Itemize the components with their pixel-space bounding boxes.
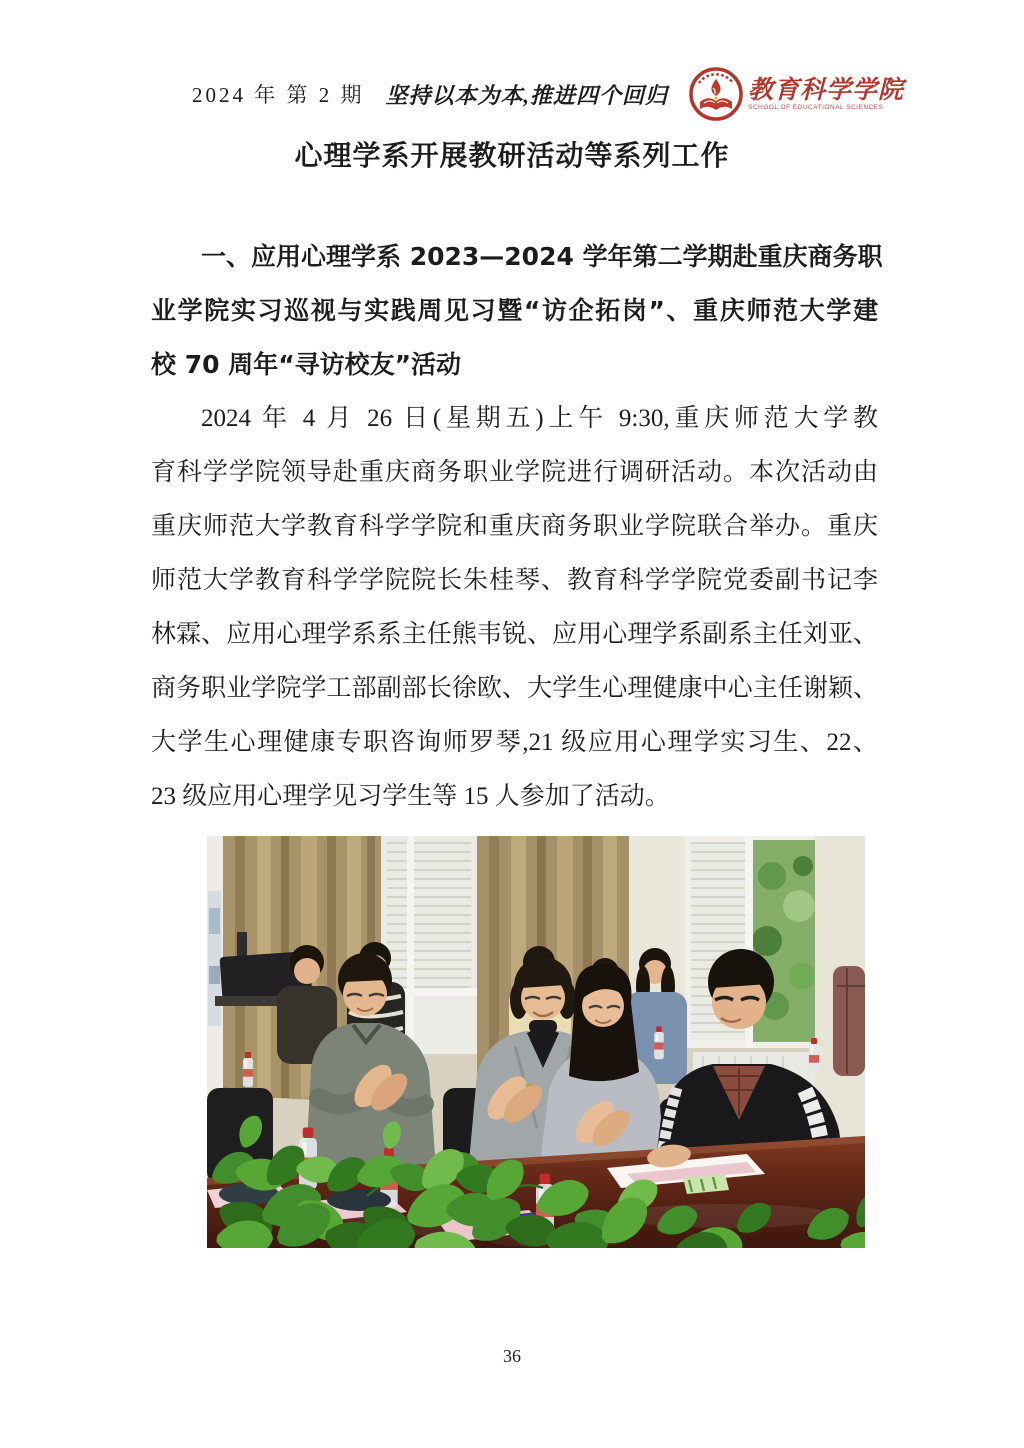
masthead — [152, 64, 904, 124]
school-seal-icon — [689, 67, 743, 121]
body-text-line: 林霖、应用心理学系系主任熊韦锐、应用心理学系副系主任刘亚、 — [151, 621, 878, 648]
section-heading-line: 业学院实习巡视与实践周见习暨“访企拓岗”、重庆师范大学建 — [151, 296, 878, 325]
body-text-line: 重庆师范大学教育科学学院和重庆商务职业学院联合举办。重庆 — [151, 513, 878, 540]
page-number: 36 — [503, 1346, 521, 1366]
school-name-en: SCHOOL OF EDUCATIONAL SCIENCES — [747, 103, 884, 111]
school-logo-text — [747, 74, 904, 112]
meeting-photo-illustration — [207, 836, 865, 1248]
masthead-motto: 坚持以本为本,推进四个回归 — [385, 82, 668, 108]
article-body — [151, 230, 883, 824]
meeting-photo — [207, 836, 865, 1248]
photo-tone-overlay — [207, 836, 865, 1248]
school-name-cn: 教育科学学院 — [747, 74, 904, 104]
article-title: 心理学系开展教研活动等系列工作 — [294, 139, 730, 172]
body-text-line: 育科学学院领导赴重庆商务职业学院进行调研活动。本次活动由 — [151, 459, 878, 486]
section-heading-line: 一、应用心理学系 2023—2024 学年第二学期赴重庆商务职 — [201, 242, 883, 271]
body-text-line: 23 级应用心理学见习学生等 15 人参加了活动。 — [151, 783, 670, 810]
school-logo — [689, 67, 904, 121]
body-text-line: 2024 年 4 月 26 日(星期五)上午 9:30,重庆师范大学教 — [201, 405, 878, 432]
body-text-line: 师范大学教育科学学院院长朱桂琴、教育科学学院党委副书记李 — [151, 567, 878, 594]
issue-label: 2024 年 第 2 期 — [192, 83, 365, 107]
section-heading-line: 校 70 周年“寻访校友”活动 — [151, 350, 462, 379]
body-text-line: 大学生心理健康专职咨询师罗琴,21 级应用心理学实习生、22、 — [151, 729, 878, 756]
body-text-line: 商务职业学院学工部副部长徐欧、大学生心理健康中心主任谢颖、 — [151, 675, 878, 702]
